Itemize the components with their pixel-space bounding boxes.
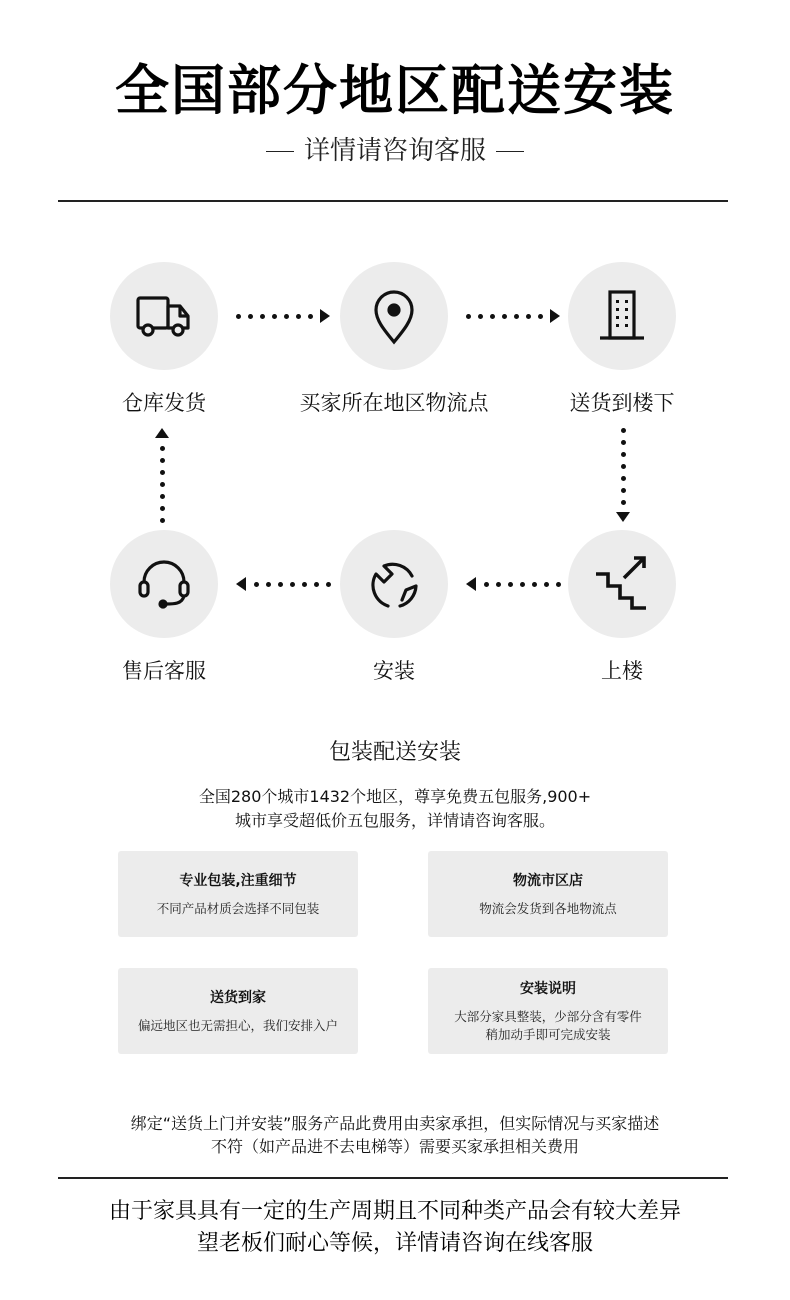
arrow-right-1 — [236, 309, 330, 323]
headset-icon — [110, 530, 218, 638]
card-logistics — [428, 851, 668, 937]
card-desc: 物流会发货到各地物流点 — [479, 901, 617, 916]
step-label-upstairs: 上楼 — [601, 659, 643, 683]
page-title: 全国部分地区配送安装 — [115, 59, 675, 122]
card-title: 安装说明 — [520, 981, 576, 997]
step-label-downstairs: 送货到楼下 — [569, 391, 675, 415]
subtitle-dash-right — [496, 151, 524, 153]
card-packaging — [118, 851, 358, 937]
section-title: 包装配送安装 — [328, 740, 461, 765]
subtitle-text: 详情请咨询客服 — [303, 136, 486, 166]
step-label-aftersales: 售后客服 — [122, 659, 206, 683]
footer-message — [0, 1196, 790, 1260]
card-title: 送货到家 — [210, 990, 266, 1006]
card-desc: 不同产品材质会选择不同包装 — [156, 901, 320, 916]
truck-icon — [110, 262, 218, 370]
arrow-left-1 — [236, 577, 338, 591]
divider-bottom — [58, 1177, 728, 1179]
arrow-up — [155, 428, 169, 530]
card-installation — [428, 968, 668, 1054]
card-title: 物流市区店 — [513, 873, 583, 889]
wrench-icon — [340, 530, 448, 638]
divider-top — [58, 200, 728, 202]
building-icon — [568, 262, 676, 370]
step-label-install: 安装 — [373, 659, 415, 683]
card-home-delivery — [118, 968, 358, 1054]
arrow-left-2 — [466, 577, 568, 591]
section-description-line1: 全国280个城市1432个地区，尊享免费五包服务,900+ — [198, 787, 592, 806]
fee-note-line1: 绑定“送货上门并安装”服务产品此费用由卖家承担，但实际情况与买家描述 — [130, 1114, 660, 1133]
card-title: 专业包装,注重细节 — [179, 873, 297, 889]
fee-note — [0, 1112, 790, 1158]
footer-line1: 由于家具具有一定的生产周期且不同种类产品会有较大差异 — [108, 1199, 681, 1224]
location-pin-icon — [340, 262, 448, 370]
arrow-down — [616, 428, 630, 522]
subtitle-dash-left — [266, 151, 294, 153]
card-desc: 偏远地区也无需担心，我们安排入户 — [137, 1018, 338, 1033]
arrow-right-2 — [466, 309, 560, 323]
step-label-warehouse: 仓库发货 — [122, 391, 206, 415]
stairs-up-icon — [568, 530, 676, 638]
page-subtitle — [0, 130, 790, 167]
card-desc-line1: 大部分家具整装，少部分含有零件 — [454, 1009, 642, 1024]
step-label-logistics: 买家所在地区物流点 — [299, 391, 489, 415]
footer-line2: 望老板们耐心等候，详情请咨询在线客服 — [196, 1231, 593, 1256]
section-description — [0, 785, 790, 833]
section-description-line2: 城市享受超低价五包服务，详情请咨询客服。 — [234, 811, 555, 830]
fee-note-line2: 不符（如产品进不去电梯等）需要买家承担相关费用 — [210, 1137, 579, 1156]
card-desc-line2: 稍加动手即可完成安装 — [485, 1027, 611, 1042]
